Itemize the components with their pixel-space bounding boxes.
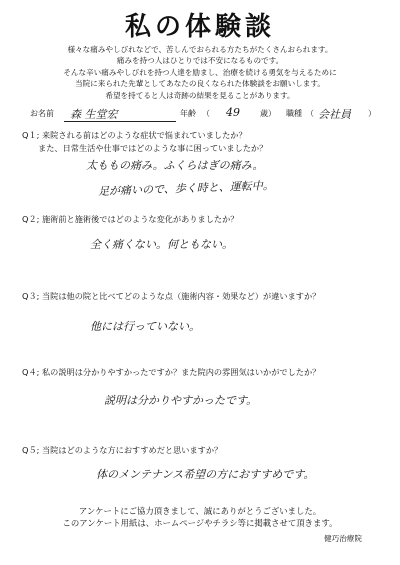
footer-line: このアンケート用紙は、ホームページやチラシ等に掲載させて頂きます。	[62, 518, 338, 528]
answer-4: 説明は分かりやすかったです。	[104, 394, 258, 407]
footer-line: アンケートにご協力頂きまして、誠にありがとうございました。	[78, 506, 322, 516]
respondent-info-row	[30, 106, 380, 122]
question-text: Q３; 当院は他の院と比べてどのような点（施術内容・効果など）が違いますか？	[22, 291, 321, 301]
clinic-name: 健巧治療院	[324, 534, 362, 543]
page-title: 私の体験談	[124, 12, 275, 42]
footer-note	[0, 505, 400, 529]
question-2	[22, 213, 382, 226]
answer-2: 全く痛くない。何ともない。	[90, 238, 233, 251]
question-4	[22, 366, 382, 379]
question-text: また、日常生活や仕事ではどのような事に困っていましたか？	[38, 143, 268, 153]
age-unit: 歳）	[260, 109, 276, 118]
intro-line: 当院に来られた先輩としてあなたの良くなられた体験談をお願いします。	[75, 79, 325, 89]
intro-line: 希望を持てると人は奇跡の結果を見ることがあります。	[105, 90, 295, 100]
intro-line: 様々な痛みやしびれなどで、苦しんでおられる方たちがたくさんおられます。	[67, 45, 333, 54]
answer-3: 他には行っていない。	[90, 320, 200, 333]
answer-5: 体のメンテナンス希望の方におすすめです。	[96, 468, 315, 481]
question-1	[22, 129, 382, 155]
question-text: Q１; 来院される前はどのような症状で悩まれていましたか？	[22, 130, 247, 140]
name-label: お名前	[30, 109, 54, 118]
question-text: Q５; 当院はどのような方におすすめだと思いますか？	[22, 445, 223, 455]
name-underline	[64, 121, 176, 122]
age-label: 年齢	[180, 109, 196, 118]
question-text: Q２; 施術前と施術後ではどのような変化がありましたか？	[22, 214, 239, 224]
age-value: 49	[226, 106, 240, 119]
intro-line: そんな辛い痛みやしびれを持つ人達を励まし、治療を続ける勇気を与えるために	[63, 67, 337, 77]
answer-1-line-2: 足が痛いので、歩く時と、運転中。	[97, 178, 274, 199]
intro-text	[0, 44, 400, 101]
intro-line: 痛みを持つ人はひとりでは不安になるものです。	[116, 56, 284, 66]
job-paren-open: （	[306, 109, 314, 118]
job-value: 会社員	[318, 108, 351, 121]
question-3	[22, 290, 382, 303]
answer-1-line-1: 太ももの痛み。ふくらはぎの痛み。	[86, 159, 264, 172]
question-text: Q４; 私の説明は分かりやすかったですか？また院内の雰囲気はいかがでしたか？	[22, 367, 321, 377]
name-value: 森 生堂宏	[70, 108, 118, 121]
age-paren-open: （	[202, 109, 210, 118]
job-paren-close: ）	[368, 109, 376, 118]
job-label: 職種	[286, 109, 302, 118]
question-5	[22, 444, 382, 457]
